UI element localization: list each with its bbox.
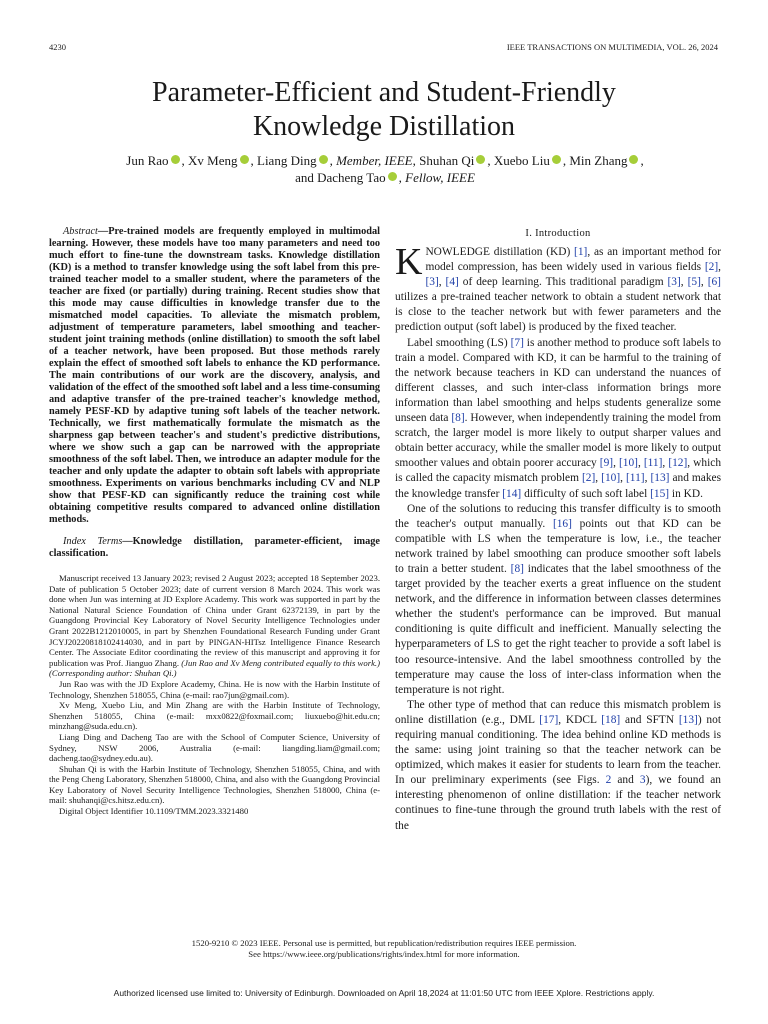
- footnote-affiliation: Shuhan Qi is with the Harbin Institute of Technology, Shenzhen 518055, China, and with the Peng Cheng Laboratory, Shenzhen 518000, China, and also with the Guangdong Provincial Key Laboratory of Novel Security Intelligence Technologies, Shenzhen 518000, China (e-mail: shuhanqi@cs.hitsz.edu.cn).: [49, 763, 380, 806]
- footnote-manuscript: [49, 573, 380, 679]
- citation-link[interactable]: [2]: [704, 261, 719, 274]
- section-heading: I. Introduction: [525, 228, 591, 239]
- author-list: [90, 152, 680, 186]
- text: The other type of method that can reduce this mismatch problem is online distillation (e.g., DML: [395, 698, 721, 726]
- author-name: , Min Zhang: [562, 153, 628, 168]
- citation-link[interactable]: [3]: [667, 276, 681, 289]
- citation-link[interactable]: [2]: [581, 472, 596, 485]
- paragraph: Label smoothing (LS) [7] is another method to produce soft labels to train a model. Compared with KD, it can be harmful to the training of the network because teachers in KD can understand the nuances of different classes, and such inter-class information brings more information than label smoothing and helps students generalize some unseen data [8]. However, when independently training the model from scratch, the larger model is more likely to output sharper values and obtain better accuracy, while the smaller model is more likely to output smoother values and obtain poorer accuracy [9], [10], [11], [12], which is called the capacity mismatch problem [2], [10], [11], [13] and makes the knowledge transfer [14] difficulty of such soft label [15] in KD.: [395, 336, 722, 500]
- right-column: [395, 226, 721, 834]
- citation-link[interactable]: [9]: [599, 457, 614, 470]
- title-line-2: Knowledge Distillation: [252, 111, 516, 142]
- author-membership: , Member, IEEE: [329, 153, 413, 168]
- figure-link[interactable]: 3: [639, 774, 646, 787]
- text: , as an important method for model compression, has been widely used in various fields: [425, 246, 721, 274]
- text: and makes the knowledge transfer: [395, 472, 722, 500]
- citation-link[interactable]: [4]: [445, 276, 459, 289]
- citation-link[interactable]: [10]: [601, 472, 621, 485]
- orcid-icon[interactable]: [171, 155, 180, 164]
- footnote-text: Manuscript received 13 January 2023; revised 2 August 2023; accepted 18 September 2023. Date of publication 5 October 2023; date of current version 8 March 2024. This work was done when Jun was interning at JD Explore Academy. This work was supported in part by the National Natural Science Foundation of China under Grant 62372139, in part by the Guangdong Provincial Key Laboratory of Novel Security Intelligence Technologies under Grant 2022B1212010005, in part by Shenzhen Foundational Research Funding under Grant JCYJ20220818102414030, and in part by PINGAN-HITsz Intelligence Finance Research Center. The Associate Editor coordinating the review of this manuscript and approving it for publication was Prof. Jianguo Zhang.: [49, 573, 380, 668]
- text: ), we found an interesting phenomenon of online distillation: if the teacher network continues to fine-tune through the ground truth labels with the rest of the: [395, 774, 721, 832]
- drop-cap: K: [395, 241, 423, 283]
- author-name: , Xuebo Liu: [487, 153, 550, 168]
- text: of deep learning. This traditional paradigm: [458, 276, 668, 289]
- citation-link[interactable]: [17]: [539, 713, 559, 726]
- author-membership: , Fellow, IEEE: [398, 170, 475, 185]
- orcid-icon[interactable]: [552, 155, 561, 164]
- paragraph: [395, 698, 721, 834]
- text: and SFTN: [620, 713, 679, 726]
- text: Label smoothing (LS): [407, 336, 511, 349]
- text: , KDCL: [558, 713, 602, 726]
- text: NOWLEDGE distillation (KD): [425, 246, 575, 258]
- text: is another method to produce soft labels to train a model. Compared with KD, it can be harmful to the training of the network because teachers in KD can understand the nuances of different classes, and such inter-class information brings more information than label smoothing and helps students generalize some unseen data: [395, 336, 722, 425]
- text: difficulty of such soft label: [521, 487, 651, 500]
- orcid-icon[interactable]: [476, 155, 485, 164]
- footnote-affiliation: Liang Ding and Dacheng Tao are with the School of Computer Science, University of Sydney, NSW 2006, Australia (e-mail: liangding.liam@gmail.com; dacheng.tao@sydney.edu.au).: [49, 731, 380, 764]
- paragraph: [395, 502, 721, 698]
- journal-header: IEEE TRANSACTIONS ON MULTIMEDIA, VOL. 26, 2024: [506, 42, 718, 52]
- paragraph: KNOWLEDGE distillation (KD) [1], as an important method for model compression, has been widely used in various fields [2], [3], [4] of deep learning. This traditional paradigm [3], [5], [6] utilizes a pre-trained teacher network to obtain a student network that is close to the teacher network but with fewer parameters and the prediction output (soft label) is produced by the fixed teacher.: [395, 241, 721, 334]
- index-terms-label: Index Terms: [63, 536, 123, 547]
- text: utilizes a pre-trained teacher network to obtain a student network that is close to the teacher network but with fewer parameters and the prediction output (soft label) is produced by the fixed teacher.: [395, 291, 721, 334]
- footnote-affiliation: Xv Meng, Xuebo Liu, and Min Zhang are with the Harbin Institute of Technology, Shenzhen 518055, China (e-mail: mxx0822@foxmail.com; liuxuebo@hit.edu.cn; minzhang@suda.edu.cn).: [49, 700, 380, 732]
- rights-link-line: See https://www.ieee.org/publications/rights/index.html for more information.: [248, 949, 520, 959]
- doi-line: Digital Object Identifier 10.1109/TMM.2023.3321480: [59, 806, 249, 817]
- paper-title: [0, 76, 768, 144]
- citation-link[interactable]: [16]: [552, 517, 572, 530]
- citation-link[interactable]: [14]: [502, 487, 522, 500]
- text: ) not requiring manual conditioning. The idea behind online KD methods is the same: using joint training so that the teacher network can be optimized, which makes it easier for students to learn from the teacher. In our preliminary experiments (see Figs.: [395, 713, 721, 787]
- citation-link[interactable]: [1]: [574, 246, 588, 258]
- author-name: and Dacheng Tao: [295, 170, 386, 185]
- citation-link[interactable]: [10]: [618, 457, 638, 470]
- citation-link[interactable]: [11]: [626, 472, 645, 485]
- citation-link[interactable]: [12]: [668, 457, 688, 470]
- orcid-icon[interactable]: [319, 155, 328, 164]
- abstract: [49, 226, 380, 526]
- author-name: , Liang Ding: [250, 153, 317, 168]
- author-name: Jun Rao: [126, 153, 169, 168]
- author-separator: ,: [640, 153, 644, 168]
- citation-link[interactable]: [13]: [678, 713, 698, 726]
- citation-link[interactable]: [11]: [643, 457, 663, 470]
- text: . However, when independently training the model from scratch, the larger model is more likely to output sharper values and obtain better accuracy, while the smaller model is more likely to output smoother values and obtain poorer accuracy: [395, 412, 722, 470]
- author-name: , Shuhan Qi: [412, 153, 475, 168]
- citation-link[interactable]: [5]: [687, 276, 701, 289]
- citation-link[interactable]: [13]: [650, 472, 670, 485]
- orcid-icon[interactable]: [629, 155, 638, 164]
- index-terms-text: —Knowledge distillation, parameter-efficient, image classification.: [49, 536, 380, 559]
- author-name: , Xv Meng: [181, 153, 238, 168]
- left-column: [49, 226, 380, 817]
- orcid-icon[interactable]: [388, 172, 397, 181]
- text: , which is called the capacity mismatch problem: [395, 457, 722, 485]
- title-line-1: Parameter-Efficient and Student-Friendly: [152, 77, 616, 108]
- copyright-line: 1520-9210 © 2023 IEEE. Personal use is permitted, but republication/redistribution requires IEEE permission.: [191, 938, 577, 948]
- footnote-affiliation: Jun Rao was with the JD Explore Academy, China. He is now with the Harbin Institute of Technology, Shenzhen 518055, China (e-mail: rao7jun@gmail.com).: [49, 678, 380, 700]
- abstract-text: —Pre-trained models are frequently employed in multimodal learning. However, these models have too many parameters and need too much effort to fine-tune the downstream tasks. Knowledge distillation (KD) is a method to transfer knowledge using the soft label from this pre-trained teacher model to a smaller student, where the parameters of the teacher are fixed (or partially) during training. Recent studies show that this mode may cause difficulties in knowledge transfer due to the mismatched model capacities. To alleviate the mismatch problem, adjustment of temperature parameters, label smoothing and teacher-student joint training methods (online distillation) to smooth the soft label of a teacher network, have been proposed. But those methods rarely explain the effect of smoothed soft labels to enhance the KD performance. The main contributions of our work are the discovery, analysis, and validation of the effect of the smoothed soft label and a less time-consuming and adaptive transfer of the pre-trained teacher's knowledge method, namely PESF-KD by adaptive tuning soft labels of the teacher network. Technically, we first mathematically formulate the mismatch as the sharpness gap between teacher's and student's predictive distributions, where we show such a gap can be narrowed with the appropriate smoothness of the soft label. Then, we introduce an adapter module for the teacher and only update the adapter to obtain soft labels with appropriate smoothness. Experiments on various benchmarks including CV and NLP show that PESF-KD can significantly reduce the training cost while obtaining competitive results compared to advanced online distillation methods.: [49, 226, 380, 525]
- figure-link[interactable]: 2: [605, 774, 612, 787]
- citation-link[interactable]: [7]: [510, 336, 524, 349]
- text: and: [611, 774, 640, 787]
- orcid-icon[interactable]: [240, 155, 249, 164]
- citation-link[interactable]: [8]: [451, 412, 465, 425]
- citation-link[interactable]: [15]: [650, 487, 670, 500]
- citation-link[interactable]: [3]: [425, 276, 439, 289]
- footnotes: [49, 573, 380, 817]
- text: One of the solutions to reducing this transfer difficulty is to smooth the teacher's output manually.: [395, 502, 721, 530]
- text: points out that KD can be compatible with LS when the temperature is low, i.e., the teacher network trained by label smoothing can produce smoother soft labels to train a better student.: [395, 517, 721, 575]
- copyright-notice: [0, 938, 768, 960]
- text: indicates that the label smoothness of the target provided by the teacher exerts a great influence on the student network, and the difference in information between classes determines whether the student's performance can be improved. But manual conditioning is quite difficult and inefficient. Manually selecting the hyperparameters of LS to get the right teacher to provide a soft label is too resource-intensive. And the label smoothness controlled by the temperature may cause the loss of inter-class information when the temperature is not right.: [395, 562, 721, 696]
- abstract-label: Abstract: [63, 226, 98, 237]
- citation-link[interactable]: [6]: [707, 276, 721, 289]
- footnote-italic: (Jun Rao and Xv Meng contributed equally to this work.) (Corresponding author: Shuhan Qi.): [49, 657, 380, 679]
- citation-link[interactable]: [8]: [510, 562, 524, 575]
- license-footer: Authorized licensed use limited to: University of Edinburgh. Downloaded on April 18,2024 at 11:01:50 UTC from IEEE Xplore. Restrictions apply.: [113, 988, 655, 998]
- text: in KD.: [669, 487, 703, 500]
- citation-link[interactable]: [18]: [601, 713, 621, 726]
- index-terms: [49, 536, 380, 560]
- page-header-left: 4230: [49, 42, 66, 52]
